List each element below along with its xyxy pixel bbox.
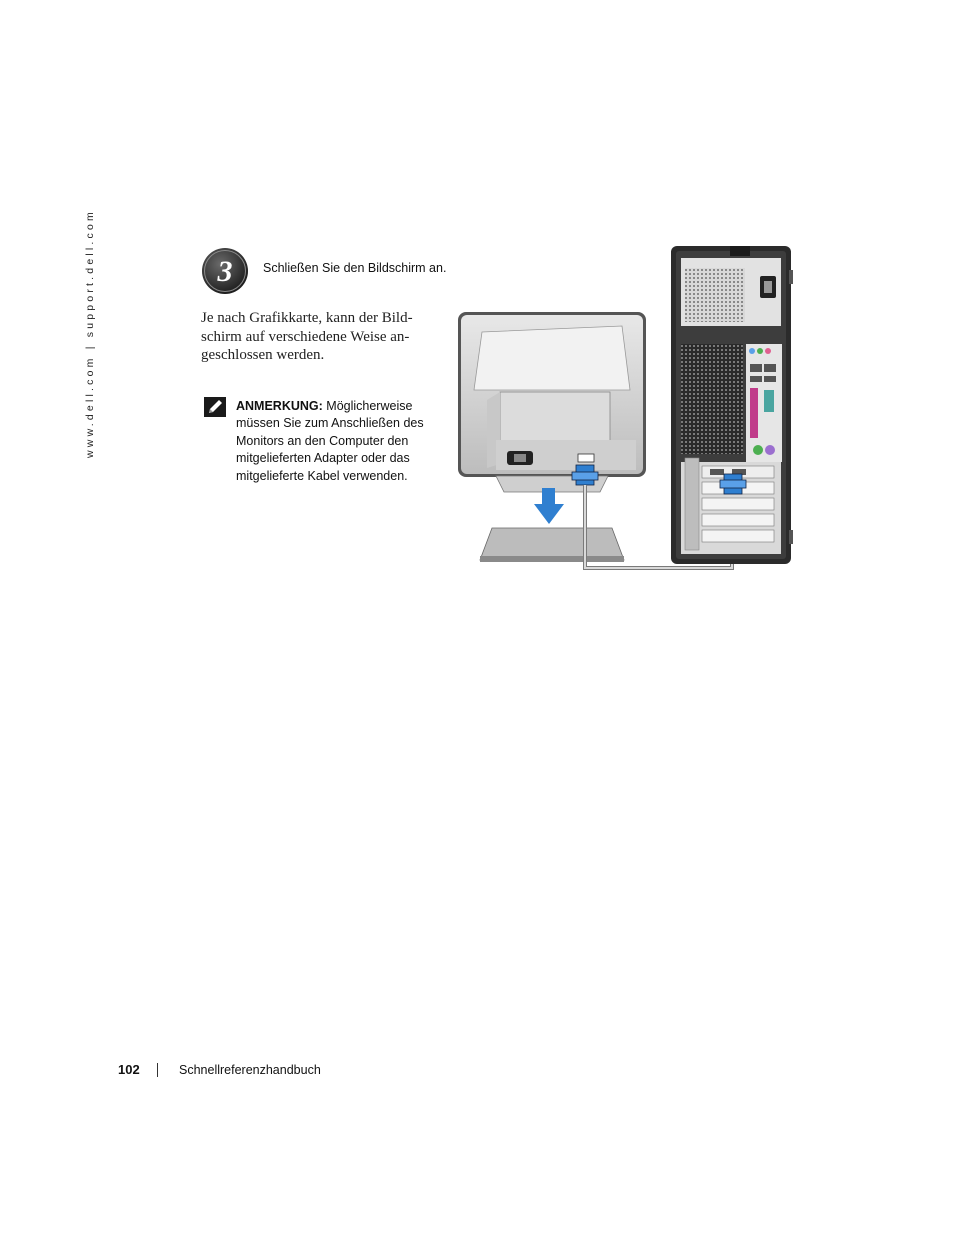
note-pencil-icon	[204, 397, 226, 417]
note-text: Möglicherweise	[322, 399, 413, 413]
computer-vga-connector-icon	[720, 474, 746, 494]
step-instruction: Schließen Sie den Bildschirm an.	[263, 261, 447, 275]
note-line: mitgelieferte Kabel verwenden.	[236, 468, 408, 483]
body-line: schirm auf verschiedene Weise an-	[201, 328, 410, 345]
down-arrow-icon	[534, 488, 564, 524]
sidebar-url: www.dell.com | support.dell.com	[84, 209, 96, 458]
body-line: geschlossen werden.	[201, 347, 325, 363]
footer-title: Schnellreferenzhandbuch	[179, 1063, 321, 1077]
page-number: 102	[118, 1062, 140, 1077]
monitor-vga-connector-icon	[572, 465, 598, 485]
note-line: mitgelieferten Adapter oder das	[236, 451, 410, 466]
note-label: ANMERKUNG:	[236, 399, 323, 413]
footer-divider	[157, 1063, 158, 1077]
monitor-back	[458, 312, 646, 477]
computer-tower	[671, 246, 793, 564]
monitor-connection-illustration	[452, 240, 802, 580]
body-line: Je nach Grafikkarte, kann der Bild-	[201, 310, 413, 326]
body-paragraph	[201, 309, 426, 365]
step-number: 3	[217, 255, 233, 288]
note-block	[236, 398, 436, 485]
note-line: müssen Sie zum Anschließen des	[236, 416, 424, 431]
note-line: Monitors an den Computer den	[236, 433, 409, 448]
step-number-badge	[201, 247, 249, 295]
